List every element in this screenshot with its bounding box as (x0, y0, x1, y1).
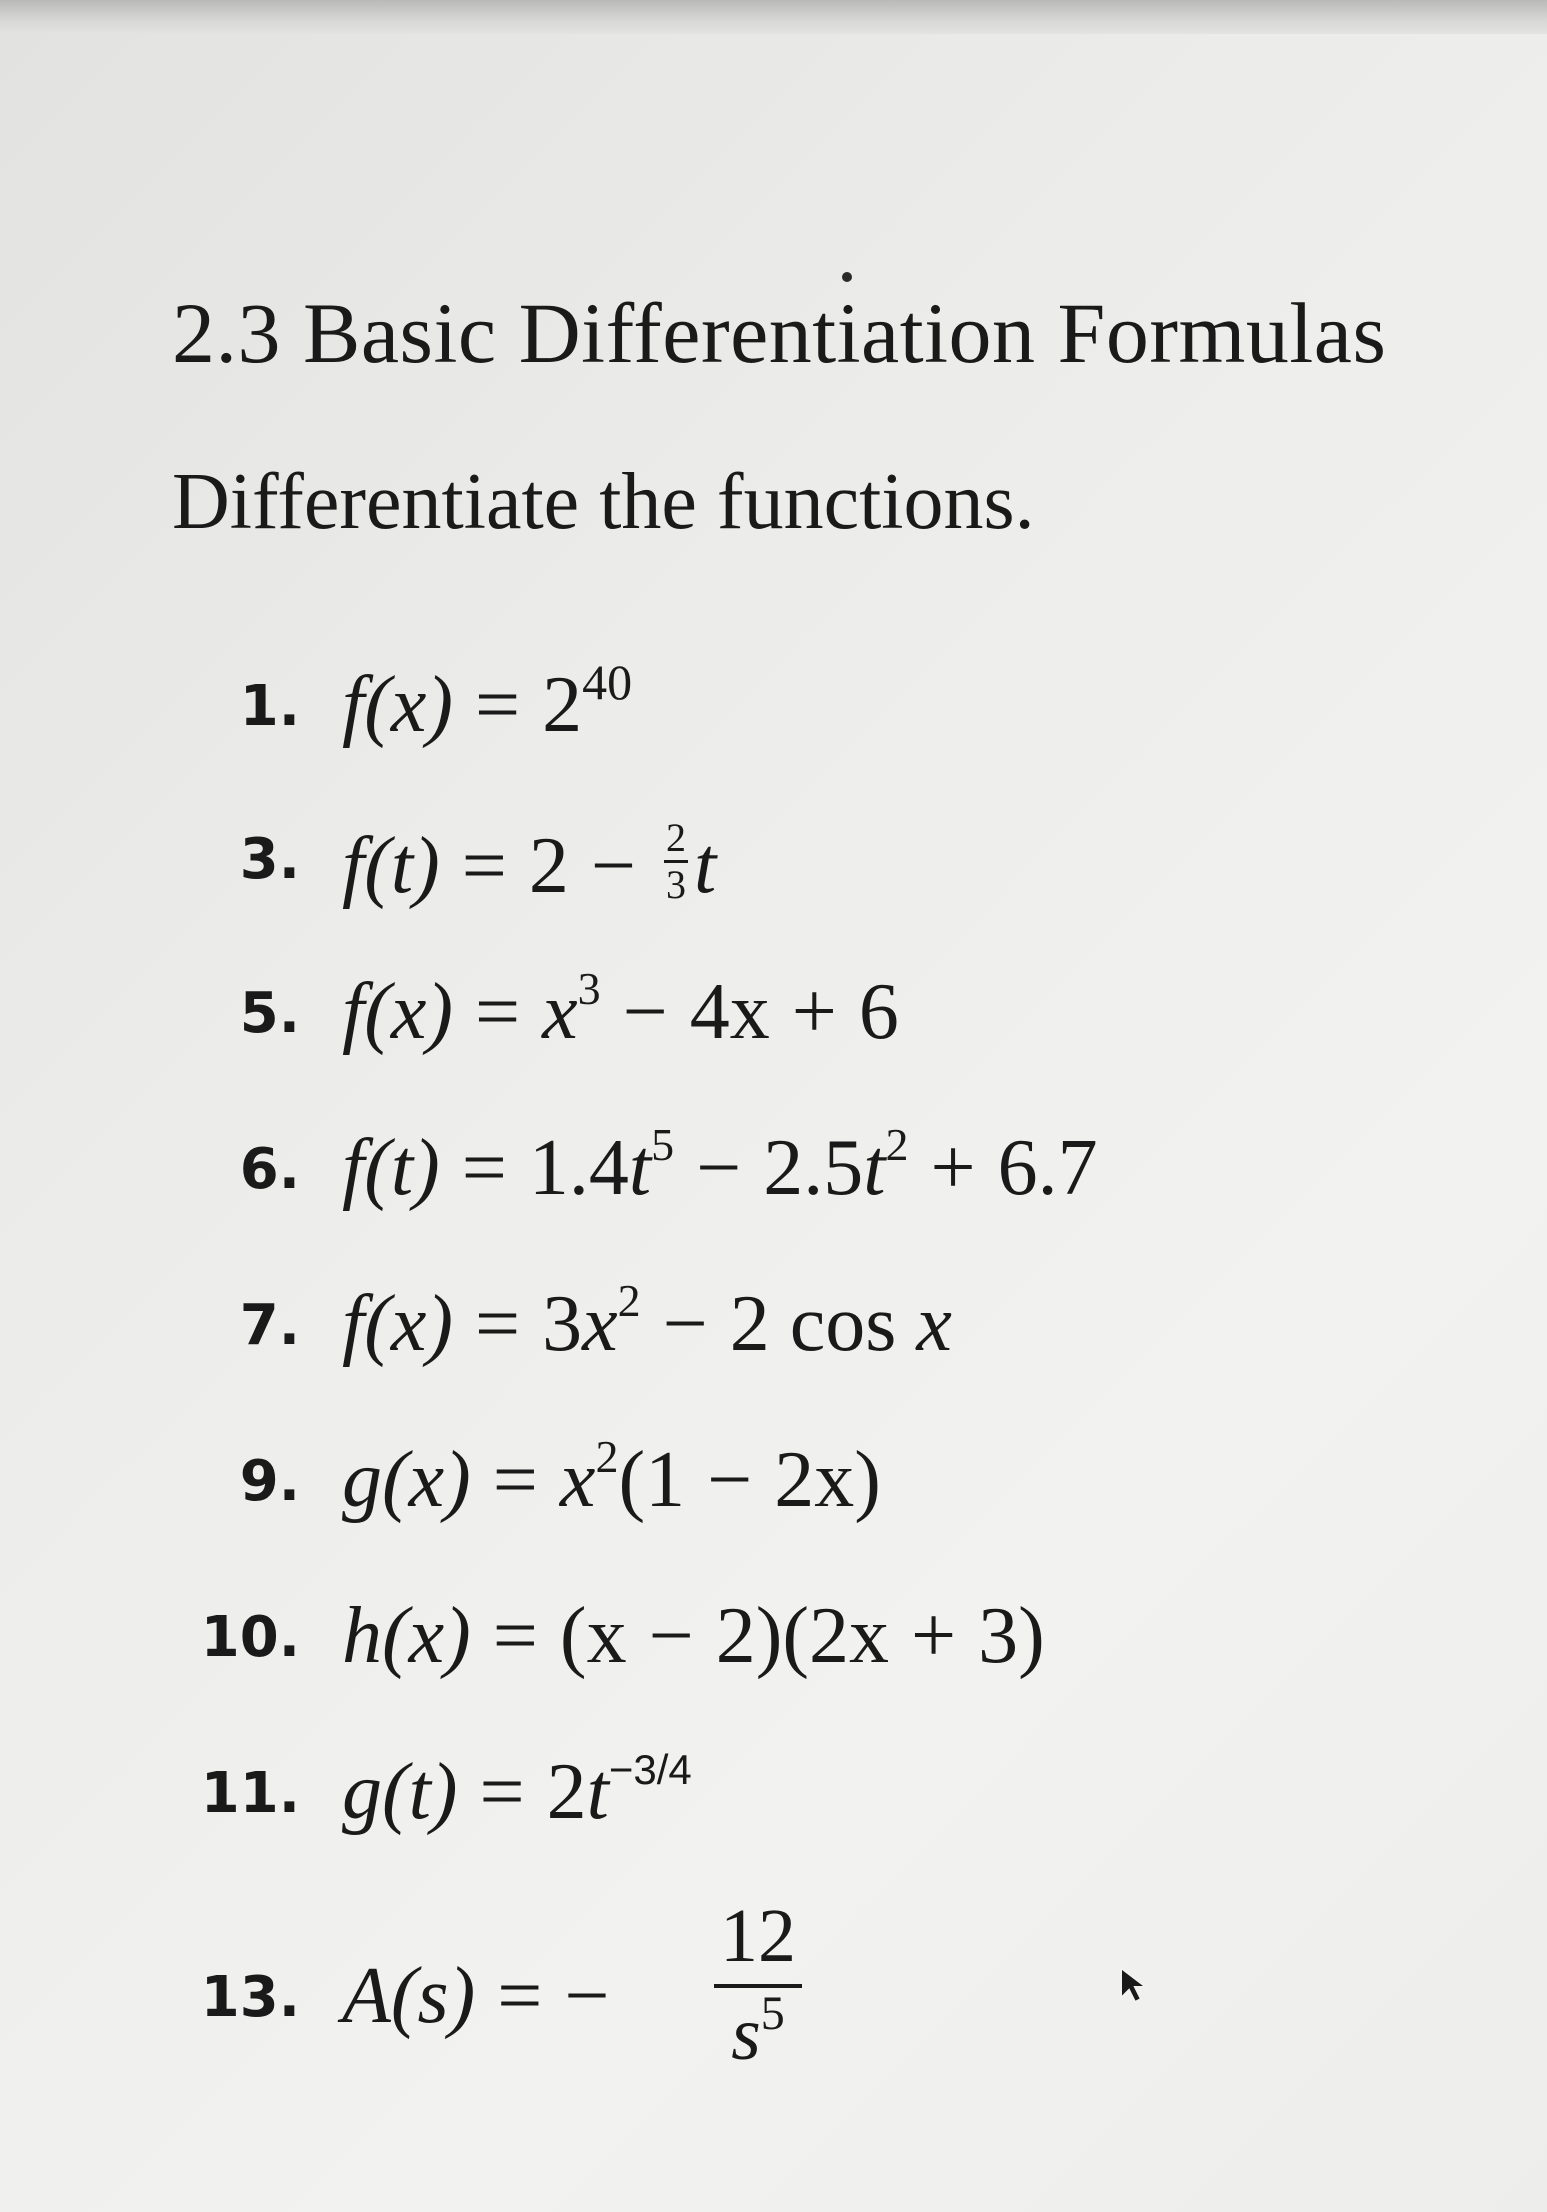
problem-number: 6. (239, 1137, 300, 1202)
problem-expression: $f(x) = 2^{40}$ (342, 654, 633, 749)
function-name: h(x) (342, 1592, 471, 1680)
function-name: g(x) (342, 1436, 471, 1524)
problem-9 (0, 1431, 1547, 1560)
problem-number: 7. (239, 1293, 300, 1358)
fraction (714, 1894, 802, 2076)
function-name: f(t) (342, 1124, 440, 1212)
problem-7 (0, 1275, 1547, 1404)
problem-10 (0, 1592, 1547, 1716)
problem-expression: h(x) = (x − 2)(2x + 3) (342, 1592, 1045, 1680)
problem-6 (0, 1119, 1547, 1248)
problem-number: 10. (200, 1605, 300, 1670)
problem-expression: $g(t) = 2t^{-3/4}$ (342, 1746, 692, 1836)
problem-number: 9. (239, 1449, 300, 1514)
speck-mark (842, 272, 852, 282)
function-name: g(t) (342, 1748, 458, 1836)
function-name: f(t) (342, 822, 440, 910)
function-name: f(x) (342, 1280, 454, 1368)
problem-expression: $f(x) = 3x^2 - 2$ cos x (342, 1275, 952, 1368)
instructions-text: Differentiate the functions. (172, 458, 1035, 546)
photo-top-edge (0, 0, 1547, 34)
numerator: 12 (714, 1898, 802, 1988)
fraction: $\frac{2}{3}$ (665, 815, 686, 907)
denominator: $s^5$ (731, 1987, 785, 2076)
problem-3 (0, 815, 1547, 938)
problem-expression: A(s) = − (342, 1952, 610, 2040)
problem-number: 13. (200, 1965, 300, 2030)
problem-expression: $f(t) = 1.4t^5 - 2.5t^2 + 6.7$ (342, 1119, 1098, 1212)
problem-expression: $f(x) = x^3 - 4x + 6$ (342, 963, 899, 1056)
section-title: 2.3 Basic Differentiation Formulas (172, 285, 1387, 381)
mouse-pointer-icon (1115, 1964, 1155, 2004)
problem-number: 5. (239, 981, 300, 1046)
problem-1 (0, 654, 1547, 785)
problem-expression: $g(x) = x^2(1 - 2x)$ (342, 1431, 881, 1524)
problem-expression: f(t) = 2 − $\frac{2}{3}$ t (342, 815, 717, 910)
function-name: f(x) (342, 661, 454, 749)
problem-number: 11. (200, 1761, 300, 1826)
function-name: A(s) (342, 1952, 476, 2040)
function-name: f(x) (342, 968, 454, 1056)
problem-5 (0, 963, 1547, 1092)
problem-number: 1. (239, 674, 300, 739)
problem-number: 3. (239, 827, 300, 892)
problem-11 (0, 1746, 1547, 1872)
